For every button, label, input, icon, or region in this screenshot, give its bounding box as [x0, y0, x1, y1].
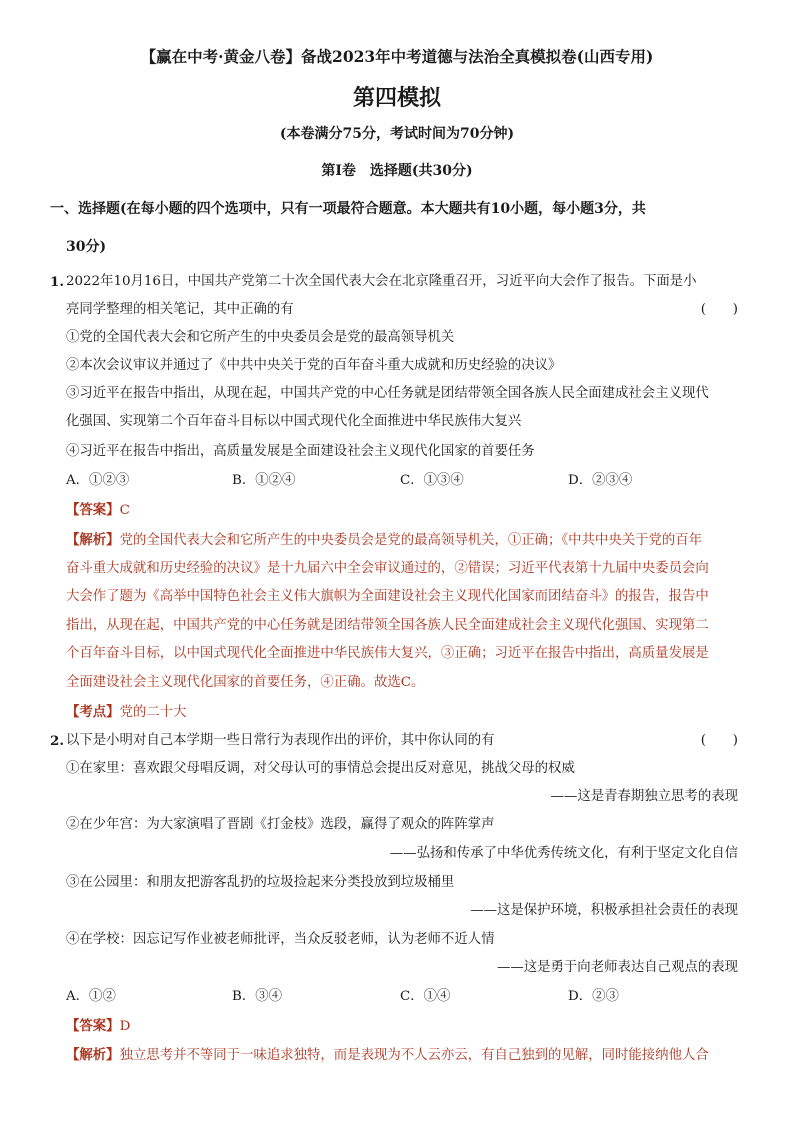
q1-analysis-line-6: 全面建设社会主义现代化国家的首要任务，④正确。故选C。 [66, 675, 425, 690]
q2-option-b: B．③④ [232, 989, 283, 1004]
q1-answer-paren: ( ) [700, 302, 738, 317]
q2-statement-1-comment: ——这是青春期独立思考的表现 [550, 789, 738, 804]
q2-statement-1: ①在家里：喜欢跟父母唱反调，对父母认可的事情总会提出反对意见，挑战父母的权威 [66, 761, 575, 776]
q2-analysis-line-1: 【解析】独立思考并不等同于一味追求独特，而是表现为不人云亦云，有自己独到的见解，同时能接纳他人合 [66, 1047, 709, 1063]
answer-value: C [119, 503, 130, 518]
q1-statement-3b: 化强国、实现第二个百年奋斗目标以中国式现代化全面推进中华民族伟大复兴 [66, 414, 522, 429]
q1-analysis-line-2: 奋斗重大成就和历史经验的决议》是十九届六中全会审议通过的，②错误；习近平代表第十九届中央委员会向 [66, 561, 709, 576]
instructions-line-2: 30分) [66, 239, 107, 255]
answer-tag: 【答案】 [66, 1018, 120, 1034]
q1-statement-3a: ③习近平在报告中指出，从现在起，中国共产党的中心任务就是团结带领全国各族人民全面建成社会主义现代 [66, 386, 709, 401]
instructions-line-1: 一、选择题(在每小题的四个选项中，只有一项最符合题意。本大题共有10小题，每小题3分，共 [50, 201, 646, 217]
q1-analysis-line-3: 大会作了题为《高举中国特色社会主义伟大旗帜为全面建设社会主义现代化国家而团结奋斗》的报告，报告中 [66, 589, 709, 604]
exam-note: (本卷满分75分，考试时间为70分钟) [279, 126, 515, 142]
q1-analysis-line-1: 【解析】党的全国代表大会和它所产生的中央委员会是党的最高领导机关，①正确；《中共中央关于党的百年 [66, 532, 703, 548]
q2-answer-paren: ( ) [700, 733, 738, 748]
q2-statement-2-comment: ——弘扬和传承了中华优秀传统文化，有利于坚定文化自信 [389, 846, 738, 861]
q1-option-a: A．①②③ [66, 473, 130, 488]
q1-option-b: B．①②④ [232, 473, 296, 488]
q2-statement-4: ④在学校：因忘记写作业被老师批评，当众反驳老师，认为老师不近人情 [66, 932, 495, 947]
q2-option-a: A．①② [66, 989, 116, 1004]
analysis-tag: 【解析】 [66, 532, 120, 548]
q2-option-d: D．②③ [568, 989, 619, 1004]
q1-statement-4: ④习近平在报告中指出，高质量发展是全面建设社会主义现代化国家的首要任务 [66, 444, 535, 459]
answer-tag: 【答案】 [66, 502, 120, 518]
q1-option-c: C．①③④ [400, 473, 464, 488]
q1-stem-line-2: 亮同学整理的相关笔记，其中正确的有 [66, 302, 294, 317]
exam-title: 【赢在中考·黄金八卷】备战2023年中考道德与法治全真模拟卷(山西专用) [140, 47, 654, 66]
q1-number: 1. [50, 274, 64, 290]
q1-stem-line-1: 2022年10月16日，中国共产党第二十次全国代表大会在北京隆重召开，习近平向大会作了报告。下面是小 [66, 274, 697, 289]
q1-statement-2: ②本次会议审议并通过了《中共中央关于党的百年奋斗重大成就和历史经验的决议》 [66, 358, 562, 373]
q1-point: 【考点】党的二十大 [66, 704, 187, 720]
q2-statement-3: ③在公园里：和朋友把游客乱扔的垃圾捡起来分类投放到垃圾桶里 [66, 875, 455, 890]
point-tag: 【考点】 [66, 704, 120, 720]
q1-statement-1: ①党的全国代表大会和它所产生的中央委员会是党的最高领导机关 [66, 330, 455, 345]
answer-value: D [119, 1019, 131, 1034]
q1-analysis-line-5: 个百年奋斗目标，以中国式现代化全面推进中华民族伟大复兴，③正确；习近平在报告中指出，高质量发展是 [66, 646, 709, 661]
section-heading: 第I卷 选择题(共30分) [321, 163, 473, 179]
analysis-tag: 【解析】 [66, 1047, 120, 1063]
q2-answer [66, 1016, 738, 1037]
q2-number: 2. [50, 733, 64, 749]
q2-option-c: C．①④ [400, 989, 451, 1004]
q1-answer [66, 500, 738, 521]
q2-statement-3-comment: ——这是保护环境，积极承担社会责任的表现 [470, 903, 738, 918]
q1-option-d: D．②③④ [568, 473, 633, 488]
q2-statement-2: ②在少年宫：为大家演唱了晋剧《打金枝》选段，赢得了观众的阵阵掌声 [66, 817, 495, 832]
exam-subtitle: 第四模拟 [352, 85, 441, 111]
q2-statement-4-comment: ——这是勇于向老师表达自己观点的表现 [496, 960, 738, 975]
q1-analysis-line-4: 指出，从现在起，中国共产党的中心任务就是团结带领全国各族人民全面建成社会主义现代化强国、实现第二 [66, 618, 709, 633]
q2-stem: 以下是小明对自己本学期一些日常行为表现作出的评价，其中你认同的有 [66, 733, 495, 748]
